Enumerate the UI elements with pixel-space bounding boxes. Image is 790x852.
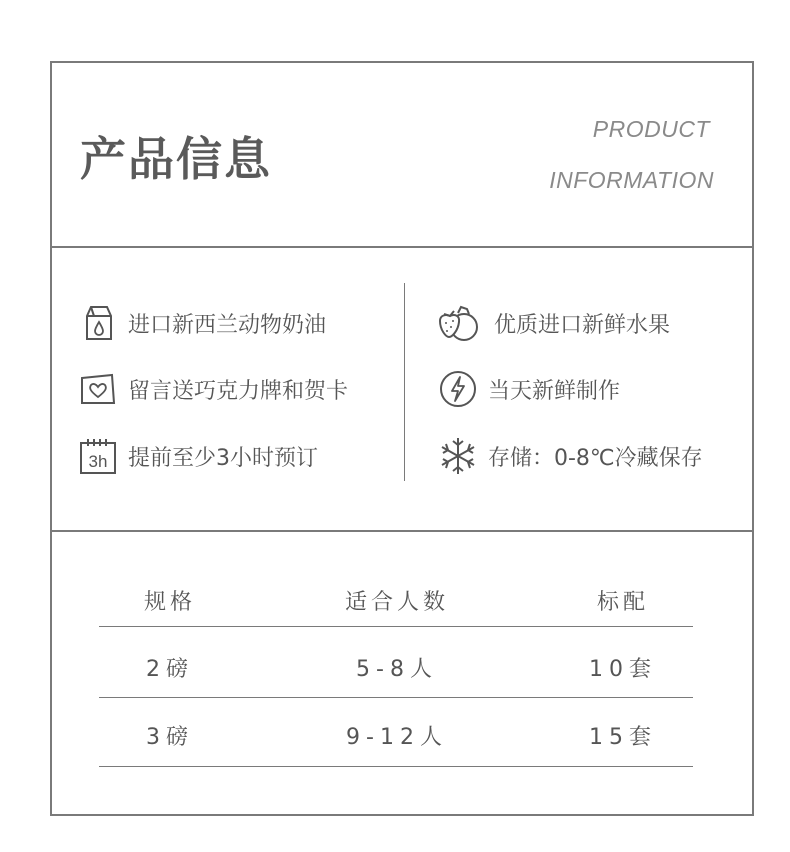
lightning-icon — [438, 369, 478, 409]
feature-column-divider — [404, 283, 405, 481]
table-cell-servings: 5-8人 — [356, 657, 438, 682]
subtitle-information: INFORMATION — [549, 167, 714, 193]
feature-item — [434, 303, 670, 343]
table-cell-servings: 9-12人 — [346, 725, 448, 750]
feature-label: 优质进口新鲜水果 — [494, 312, 671, 338]
svg-text:3h: 3h — [88, 452, 108, 471]
feature-label: 存储：0-8℃冷藏保存 — [488, 445, 703, 471]
fruit-icon — [434, 303, 484, 343]
table-header-included: 标配 — [596, 590, 649, 615]
table-cell-included: 10套 — [589, 657, 657, 682]
feature-item — [438, 369, 620, 409]
page-title: 产品信息 — [80, 132, 272, 186]
feature-item — [78, 436, 318, 476]
table-row-divider — [99, 766, 693, 767]
calendar-3h-icon — [78, 436, 118, 476]
table-row-divider — [99, 626, 693, 627]
feature-item — [438, 436, 703, 476]
heart-card-icon — [78, 369, 118, 409]
subtitle-product: PRODUCT — [592, 116, 710, 142]
feature-label: 当天新鲜制作 — [488, 378, 621, 404]
table-cell-included: 15套 — [589, 725, 657, 750]
feature-label: 留言送巧克力牌和贺卡 — [128, 378, 349, 404]
header-divider — [52, 246, 752, 248]
table-cell-spec: 3磅 — [146, 725, 194, 750]
feature-item — [78, 369, 348, 409]
features-divider — [52, 530, 752, 532]
table-header-spec: 规格 — [143, 590, 196, 615]
table-header-servings: 适合人数 — [344, 590, 449, 615]
feature-item — [78, 303, 326, 343]
table-row-divider — [99, 697, 693, 698]
milk-carton-icon — [78, 303, 118, 343]
table-cell-spec: 2磅 — [146, 657, 194, 682]
snowflake-icon — [438, 436, 478, 476]
feature-label: 提前至少3小时预订 — [128, 445, 318, 471]
product-info-card — [50, 61, 754, 816]
feature-label: 进口新西兰动物奶油 — [128, 312, 327, 338]
